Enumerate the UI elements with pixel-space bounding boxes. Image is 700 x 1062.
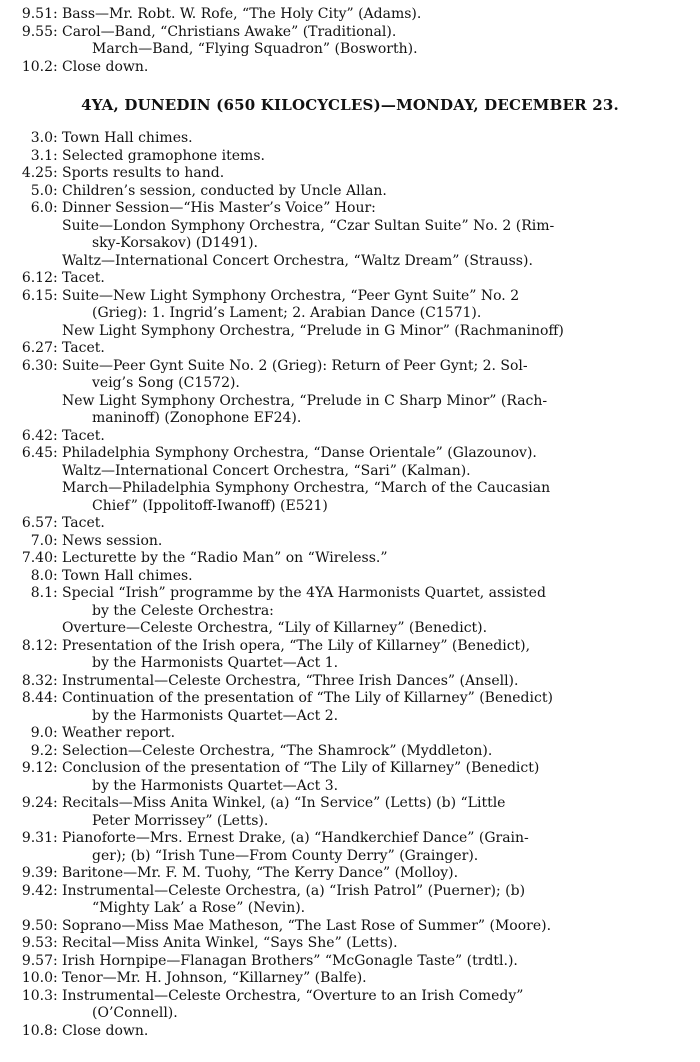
programme-entry [0, 183, 700, 201]
entry-time: 8.0 [30, 567, 53, 584]
entry-line: Suite—London Symphony Orchestra, “Czar Sultan Suite” No. 2 (Rim- [62, 217, 555, 234]
entry-line: by the Harmonists Quartet—Act 2. [92, 707, 339, 724]
entry-line: Waltz—International Concert Orchestra, “Waltz Dream” (Strauss). [62, 252, 533, 269]
entry-line: Weather report. [62, 725, 176, 741]
entry-time: 9.12 [21, 760, 53, 776]
entry-line: New Light Symphony Orchestra, “Prelude in C Sharp Minor” (Rach- [62, 392, 548, 409]
time-separator: : [53, 270, 58, 286]
time-separator: : [53, 200, 58, 216]
entry-line: Baritone—Mr. F. M. Tuohy, “The Kerry Dance” (Molloy). [62, 865, 459, 881]
programme-entry [0, 59, 700, 77]
entry-line: Close down. [62, 1022, 149, 1039]
entry-line: Pianoforte—Mrs. Ernest Drake, (a) “Handkerchief Dance” (Grain- [62, 830, 529, 846]
entry-line: Carol—Band, “Christians Awake” (Traditional). [62, 23, 397, 40]
entry-line: Instrumental—Celeste Orchestra, “Three Irish Dances” (Ansell). [62, 672, 519, 689]
time-separator: : [53, 637, 58, 654]
time-separator: : [53, 567, 58, 584]
time-separator: : [53, 427, 58, 444]
entry-time: 6.45 [21, 445, 53, 461]
time-separator: : [53, 672, 58, 689]
time-separator: : [53, 6, 58, 22]
entry-line: Chief” (Ippolitoff-Iwanoff) (E521) [92, 497, 328, 514]
time-separator: : [53, 23, 58, 40]
entry-time: 9.57 [21, 952, 53, 969]
entry-time: 9.2 [30, 742, 53, 759]
entry-line: New Light Symphony Orchestra, “Prelude in G Minor” (Rachmaninoff) [62, 322, 564, 339]
programme-entry [0, 130, 700, 148]
previous-station-tail [0, 6, 700, 76]
entry-line: Overture—Celeste Orchestra, “Lily of Killarney” (Benedict). [62, 620, 488, 636]
entry-line: Tacet. [62, 515, 105, 531]
entry-time: 6.0 [30, 200, 53, 216]
time-separator: : [53, 340, 58, 356]
entry-time: 10.2 [21, 58, 53, 75]
time-separator: : [53, 130, 58, 146]
time-separator: : [53, 550, 58, 566]
entry-line: Continuation of the presentation of “The Lily of Killarney” (Benedict) [62, 690, 553, 706]
time-separator: : [53, 987, 58, 1004]
entry-line: Tacet. [62, 270, 105, 286]
time-separator: : [53, 147, 58, 164]
entry-line: Recital—Miss Anita Winkel, “Says She” (Letts). [62, 935, 398, 951]
entry-line: sky-Korsakov) (D1491). [92, 235, 259, 251]
programme-list [0, 130, 700, 1040]
entry-line: Town Hall chimes. [62, 567, 193, 584]
programme-entry [0, 445, 700, 515]
time-separator: : [53, 287, 58, 304]
programme-entry [0, 340, 700, 358]
time-separator: : [53, 165, 58, 181]
time-separator: : [53, 742, 58, 759]
programme-entry [0, 270, 700, 288]
entry-time: 7.0 [30, 532, 53, 549]
entry-time: 8.44 [21, 690, 53, 706]
programme-entry [0, 970, 700, 988]
entry-line: Tenor—Mr. H. Johnson, “Killarney” (Balfe). [62, 970, 367, 986]
entry-line: by the Celeste Orchestra: [92, 602, 274, 619]
entry-line: Tacet. [62, 427, 105, 444]
programme-entry [0, 515, 700, 533]
entry-line: Peter Morrissey” (Letts). [92, 812, 269, 829]
entry-line: Waltz—International Concert Orchestra, “Sari” (Kalman). [62, 462, 471, 479]
time-separator: : [53, 865, 58, 881]
entry-line: Selected gramophone items. [62, 147, 265, 164]
entry-time: 8.12 [21, 637, 53, 654]
entry-line: by the Harmonists Quartet—Act 3. [92, 777, 339, 794]
entry-line: by the Harmonists Quartet—Act 1. [92, 655, 339, 671]
entry-line: Conclusion of the presentation of “The Lily of Killarney” (Benedict) [62, 760, 540, 776]
entry-line: maninoff) (Zonophone EF24). [92, 410, 302, 426]
entry-line: Lecturette by the “Radio Man” on “Wireless.” [62, 550, 388, 566]
entry-time: 10.8 [21, 1022, 53, 1039]
programme-entry [0, 585, 700, 638]
entry-time: 10.3 [21, 987, 53, 1004]
programme-entry [0, 428, 700, 446]
entry-time: 6.42 [21, 427, 53, 444]
entry-line: Presentation of the Irish opera, “The Lily of Killarney” (Benedict), [62, 637, 531, 654]
entry-time: 6.30 [21, 357, 53, 374]
entry-line: March—Band, “Flying Squadron” (Bosworth). [92, 41, 418, 57]
entry-time: 9.55 [21, 23, 53, 40]
time-separator: : [53, 795, 58, 811]
entry-line: Bass—Mr. Robt. W. Rofe, “The Holy City” (Adams). [62, 6, 422, 22]
time-separator: : [53, 882, 58, 899]
entry-time: 9.50 [21, 917, 53, 934]
time-separator: : [53, 515, 58, 531]
entry-line: Suite—New Light Symphony Orchestra, “Peer Gynt Suite” No. 2 [62, 287, 520, 304]
entry-time: 6.57 [21, 515, 53, 531]
entry-line: (Grieg): 1. Ingrid’s Lament; 2. Arabian Dance (C1571). [92, 305, 482, 321]
time-separator: : [53, 1022, 58, 1039]
programme-entry [0, 988, 700, 1023]
programme-entry [0, 6, 700, 24]
programme-entry [0, 673, 700, 691]
entry-time: 9.31 [21, 830, 53, 846]
time-separator: : [53, 725, 58, 741]
time-separator: : [53, 760, 58, 776]
programme-entry [0, 288, 700, 341]
entry-time: 9.0 [30, 725, 53, 741]
programme-entry [0, 148, 700, 166]
programme-entry [0, 550, 700, 568]
entry-time: 9.51 [21, 6, 53, 22]
programme-entry [0, 743, 700, 761]
programme-entry [0, 953, 700, 971]
entry-line: Selection—Celeste Orchestra, “The Shamrock” (Myddleton). [62, 742, 493, 759]
entry-line: Close down. [62, 58, 149, 75]
entry-time: 6.15 [21, 287, 53, 304]
programme-entry [0, 830, 700, 865]
time-separator: : [53, 690, 58, 706]
time-separator: : [53, 970, 58, 986]
entry-line: Irish Hornpipe—Flanagan Brothers” “McGonagle Taste” (trdtl.). [62, 952, 518, 969]
programme-entry [0, 725, 700, 743]
entry-time: 9.53 [21, 935, 53, 951]
programme-entry [0, 935, 700, 953]
time-separator: : [53, 585, 58, 601]
time-separator: : [53, 445, 58, 461]
entry-line: Instrumental—Celeste Orchestra, (a) “Irish Patrol” (Puerner); (b) [62, 882, 526, 899]
entry-line: Special “Irish” programme by the 4YA Harmonists Quartet, assisted [62, 585, 546, 601]
time-separator: : [53, 182, 58, 199]
entry-line: ger); (b) “Irish Tune—From County Derry” (Grainger). [92, 847, 479, 864]
programme-entry [0, 760, 700, 795]
time-separator: : [53, 357, 58, 374]
entry-line: Sports results to hand. [62, 165, 225, 181]
entry-time: 7.40 [21, 550, 53, 566]
entry-line: News session. [62, 532, 163, 549]
entry-time: 9.39 [21, 865, 53, 881]
entry-line: Soprano—Miss Mae Matheson, “The Last Rose of Summer” (Moore). [62, 917, 552, 934]
programme-entry [0, 24, 700, 59]
programme-entry [0, 358, 700, 428]
entry-time: 8.32 [21, 672, 53, 689]
programme-entry [0, 690, 700, 725]
entry-time: 4.25 [21, 165, 53, 181]
entry-line: Recitals—Miss Anita Winkel, (a) “In Service” (Letts) (b) “Little [62, 795, 506, 811]
time-separator: : [53, 935, 58, 951]
programme-entry [0, 865, 700, 883]
entry-line: Children’s session, conducted by Uncle Allan. [62, 182, 387, 199]
programme-entry [0, 795, 700, 830]
programme-entry [0, 533, 700, 551]
entry-line: Suite—Peer Gynt Suite No. 2 (Grieg): Return of Peer Gynt; 2. Sol- [62, 357, 528, 374]
entry-line: Philadelphia Symphony Orchestra, “Danse Orientale” (Glazounov). [62, 445, 537, 461]
time-separator: : [53, 952, 58, 969]
programme-entry [0, 883, 700, 918]
programme-entry [0, 1023, 700, 1041]
programme-entry [0, 200, 700, 270]
entry-time: 3.1 [30, 147, 53, 164]
time-separator: : [53, 58, 58, 75]
programme-entry [0, 638, 700, 673]
entry-time: 3.0 [30, 130, 53, 146]
entry-time: 9.42 [21, 882, 53, 899]
station-heading: 4YA, DUNEDIN (650 KILOCYCLES)—MONDAY, DECEMBER 23. [81, 96, 619, 114]
entry-line: veig’s Song (C1572). [92, 375, 240, 391]
entry-time: 9.24 [21, 795, 53, 811]
entry-time: 8.1 [30, 585, 53, 601]
entry-time: 6.12 [21, 270, 53, 286]
entry-time: 5.0 [30, 182, 53, 199]
programme-entry [0, 165, 700, 183]
entry-time: 10.0 [21, 970, 53, 986]
entry-line: “Mighty Lak’ a Rose” (Nevin). [92, 900, 306, 916]
entry-time: 6.27 [21, 340, 53, 356]
programme-entry [0, 918, 700, 936]
time-separator: : [53, 917, 58, 934]
time-separator: : [53, 532, 58, 549]
entry-line: Tacet. [62, 340, 105, 356]
entry-line: Instrumental—Celeste Orchestra, “Overture to an Irish Comedy” [62, 987, 524, 1004]
programme-entry [0, 568, 700, 586]
entry-line: Dinner Session—“His Master’s Voice” Hour: [62, 200, 376, 216]
entry-line: (O’Connell). [92, 1005, 178, 1021]
entry-line: Town Hall chimes. [62, 130, 193, 146]
time-separator: : [53, 830, 58, 846]
entry-line: March—Philadelphia Symphony Orchestra, “March of the Caucasian [62, 480, 551, 496]
